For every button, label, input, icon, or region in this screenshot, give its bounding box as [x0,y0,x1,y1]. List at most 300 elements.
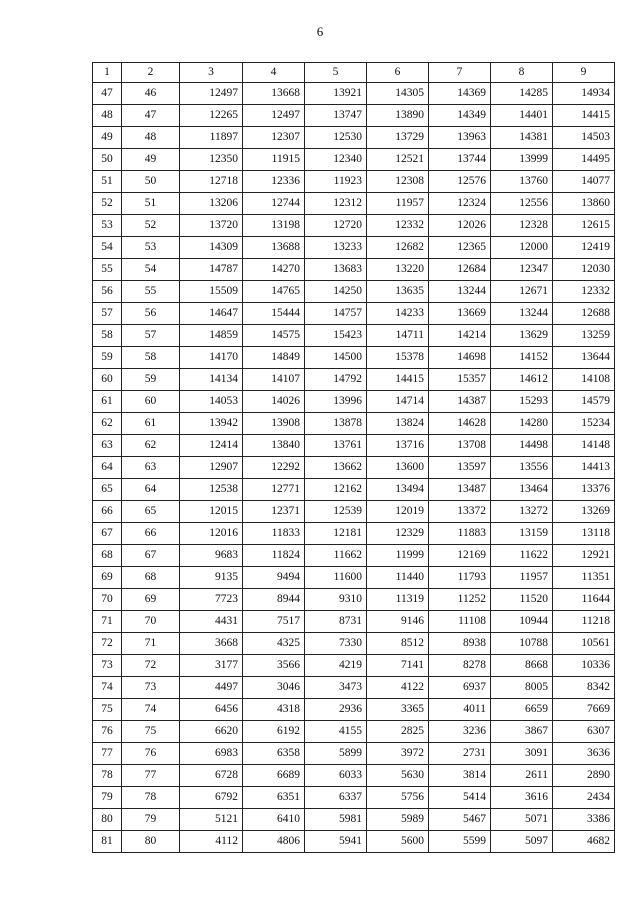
table-cell: 6689 [243,765,305,787]
table-cell: 12371 [243,501,305,523]
table-cell: 7141 [367,655,429,677]
table-cell: 13942 [180,413,243,435]
table-cell: 13878 [305,413,367,435]
table-cell: 13747 [305,105,367,127]
table-cell: 11915 [243,149,305,171]
table-cell: 13921 [305,83,367,105]
table-cell: 13963 [429,127,491,149]
table-cell: 77 [93,743,122,765]
table-cell: 14053 [180,391,243,413]
column-header: 6 [367,63,429,83]
table-cell: 7723 [180,589,243,611]
table-cell: 12718 [180,171,243,193]
table-cell: 4112 [180,831,243,853]
table-cell: 11644 [553,589,615,611]
table-cell: 6410 [243,809,305,831]
table-cell: 64 [93,457,122,479]
table-cell: 13206 [180,193,243,215]
table-cell: 12016 [180,523,243,545]
table-cell: 6192 [243,721,305,743]
table-body [93,83,615,853]
table-cell: 70 [122,611,180,633]
table-cell: 12530 [305,127,367,149]
table-cell: 72 [93,633,122,655]
table-cell: 11252 [429,589,491,611]
table-cell: 14152 [491,347,553,369]
table-cell: 11319 [367,589,429,611]
table-cell: 75 [122,721,180,743]
table-row [93,699,615,721]
table-cell: 13999 [491,149,553,171]
table-cell: 13597 [429,457,491,479]
table-cell: 6307 [553,721,615,743]
table-cell: 8005 [491,677,553,699]
table-cell: 6728 [180,765,243,787]
table-cell: 68 [93,545,122,567]
table-cell: 14859 [180,325,243,347]
table-cell: 5600 [367,831,429,853]
table-cell: 14369 [429,83,491,105]
table-cell: 13259 [553,325,615,347]
table-cell: 14107 [243,369,305,391]
table-cell: 14765 [243,281,305,303]
table-cell: 12414 [180,435,243,457]
table-cell: 8944 [243,589,305,611]
table-cell: 71 [93,611,122,633]
table-cell: 12771 [243,479,305,501]
table-cell: 11662 [305,545,367,567]
table-row [93,523,615,545]
table-cell: 3616 [491,787,553,809]
table-cell: 6937 [429,677,491,699]
table-cell: 56 [122,303,180,325]
table-cell: 46 [122,83,180,105]
column-header: 3 [180,63,243,83]
table-cell: 14381 [491,127,553,149]
table-cell: 3636 [553,743,615,765]
table-cell: 11440 [367,567,429,589]
table-row [93,369,615,391]
table-cell: 51 [122,193,180,215]
table-cell: 14575 [243,325,305,347]
table-cell: 12265 [180,105,243,127]
column-header: 4 [243,63,305,83]
table-cell: 14250 [305,281,367,303]
table-cell: 9494 [243,567,305,589]
table-cell: 13244 [491,303,553,325]
table-cell: 5097 [491,831,553,853]
table-cell: 76 [122,743,180,765]
table-row [93,435,615,457]
table-cell: 12556 [491,193,553,215]
table-cell: 13376 [553,479,615,501]
table-cell: 58 [93,325,122,347]
table-cell: 15378 [367,347,429,369]
table-cell: 67 [93,523,122,545]
table-row [93,589,615,611]
table-row [93,545,615,567]
table-cell: 15509 [180,281,243,303]
table-cell: 14214 [429,325,491,347]
table-row [93,171,615,193]
table-cell: 3473 [305,677,367,699]
page-number: 6 [316,24,324,39]
table-cell: 80 [122,831,180,853]
table-cell: 11957 [367,193,429,215]
table-cell: 4219 [305,655,367,677]
table-cell: 12497 [180,83,243,105]
table-cell: 2890 [553,765,615,787]
table-cell: 14148 [553,435,615,457]
table-cell: 5414 [429,787,491,809]
table-cell: 14233 [367,303,429,325]
table-cell: 10788 [491,633,553,655]
table-cell: 12336 [243,171,305,193]
table-cell: 12907 [180,457,243,479]
table-cell: 13556 [491,457,553,479]
table-cell: 73 [93,655,122,677]
table-cell: 5630 [367,765,429,787]
table-cell: 14280 [491,413,553,435]
table-cell: 14349 [429,105,491,127]
table-cell: 14500 [305,347,367,369]
table-cell: 74 [93,677,122,699]
table-cell: 13244 [429,281,491,303]
table-cell: 11883 [429,523,491,545]
table-cell: 65 [93,479,122,501]
table-cell: 6659 [491,699,553,721]
table-cell: 15293 [491,391,553,413]
table-cell: 3867 [491,721,553,743]
table-cell: 12308 [367,171,429,193]
table-cell: 12615 [553,215,615,237]
table-cell: 12744 [243,193,305,215]
table-row [93,83,615,105]
table-cell: 13198 [243,215,305,237]
table-cell: 8938 [429,633,491,655]
table-cell: 14711 [367,325,429,347]
table-cell: 11600 [305,567,367,589]
table-cell: 5981 [305,809,367,831]
table-cell: 57 [93,303,122,325]
table-cell: 52 [93,193,122,215]
table-row [93,391,615,413]
table-cell: 13996 [305,391,367,413]
table-cell: 56 [93,281,122,303]
table-cell: 8731 [305,611,367,633]
table-cell: 81 [93,831,122,853]
table-cell: 13600 [367,457,429,479]
table-cell: 12347 [491,259,553,281]
table-cell: 15444 [243,303,305,325]
table-cell: 71 [122,633,180,655]
table-cell: 13159 [491,523,553,545]
table-cell: 4155 [305,721,367,743]
table-cell: 14698 [429,347,491,369]
table-cell: 13272 [491,501,553,523]
table-cell: 12340 [305,149,367,171]
table-cell: 12576 [429,171,491,193]
table-cell: 3365 [367,699,429,721]
table-cell: 14503 [553,127,615,149]
table-cell: 5467 [429,809,491,831]
table-cell: 54 [93,237,122,259]
column-header: 2 [122,63,180,83]
table-row [93,215,615,237]
table-cell: 14026 [243,391,305,413]
table-cell: 3814 [429,765,491,787]
table-cell: 69 [122,589,180,611]
column-header: 8 [491,63,553,83]
table-cell: 6351 [243,787,305,809]
table-cell: 14495 [553,149,615,171]
table-cell: 57 [122,325,180,347]
table-cell: 10336 [553,655,615,677]
table-cell: 14134 [180,369,243,391]
table-cell: 8668 [491,655,553,677]
table-cell: 14934 [553,83,615,105]
table-cell: 5989 [367,809,429,831]
table-cell: 13744 [429,149,491,171]
table-cell: 76 [93,721,122,743]
table-row [93,325,615,347]
table-cell: 80 [93,809,122,831]
table-cell: 2936 [305,699,367,721]
table-cell: 6358 [243,743,305,765]
table-cell: 4497 [180,677,243,699]
table-cell: 4682 [553,831,615,853]
table-row [93,127,615,149]
table-cell: 12332 [367,215,429,237]
table-cell: 50 [93,149,122,171]
table-row [93,831,615,853]
table-cell: 14415 [367,369,429,391]
table-cell: 3091 [491,743,553,765]
table-row [93,655,615,677]
table-cell: 13372 [429,501,491,523]
table-row [93,677,615,699]
table-cell: 9146 [367,611,429,633]
table-cell: 12332 [553,281,615,303]
table-row [93,457,615,479]
table-cell: 13629 [491,325,553,347]
table-cell: 14792 [305,369,367,391]
table-cell: 4011 [429,699,491,721]
table-cell: 13220 [367,259,429,281]
table-cell: 12000 [491,237,553,259]
table-cell: 10944 [491,611,553,633]
table-cell: 12329 [367,523,429,545]
table-cell: 14415 [553,105,615,127]
table-cell: 13635 [367,281,429,303]
table-cell: 75 [93,699,122,721]
table-row [93,501,615,523]
table-cell: 14305 [367,83,429,105]
table-cell: 14647 [180,303,243,325]
table-cell: 14401 [491,105,553,127]
table-cell: 3177 [180,655,243,677]
table-cell: 8512 [367,633,429,655]
table-cell: 11824 [243,545,305,567]
table-cell: 69 [93,567,122,589]
table-cell: 6033 [305,765,367,787]
table-cell: 15423 [305,325,367,347]
table-cell: 3566 [243,655,305,677]
table-cell: 13269 [553,501,615,523]
table-cell: 13662 [305,457,367,479]
table-cell: 12539 [305,501,367,523]
table-cell: 12350 [180,149,243,171]
table-cell: 74 [122,699,180,721]
table-cell: 2434 [553,787,615,809]
table-cell: 13761 [305,435,367,457]
table-cell: 9683 [180,545,243,567]
table-cell: 12015 [180,501,243,523]
table-cell: 55 [93,259,122,281]
table-cell: 14413 [553,457,615,479]
table-cell: 11957 [491,567,553,589]
table-cell: 13118 [553,523,615,545]
table-cell: 12921 [553,545,615,567]
table-cell: 14757 [305,303,367,325]
table-cell: 5121 [180,809,243,831]
table-cell: 11520 [491,589,553,611]
table-row [93,413,615,435]
table-header-row [93,63,615,83]
table-cell: 14285 [491,83,553,105]
table-cell: 4806 [243,831,305,853]
table-cell: 13487 [429,479,491,501]
table-cell: 13668 [243,83,305,105]
table-cell: 13824 [367,413,429,435]
table-cell: 5756 [367,787,429,809]
table-cell: 67 [122,545,180,567]
table-cell: 58 [122,347,180,369]
table-cell: 70 [93,589,122,611]
table-cell: 60 [93,369,122,391]
table-row [93,633,615,655]
table-cell: 15234 [553,413,615,435]
table-cell: 11833 [243,523,305,545]
table-cell: 14108 [553,369,615,391]
table-row [93,765,615,787]
data-table [92,62,615,853]
table-cell: 14498 [491,435,553,457]
table-cell: 51 [93,171,122,193]
table-cell: 14628 [429,413,491,435]
table-cell: 14309 [180,237,243,259]
table-cell: 8342 [553,677,615,699]
table-cell: 14077 [553,171,615,193]
table-cell: 12419 [553,237,615,259]
table-cell: 7330 [305,633,367,655]
table-cell: 14387 [429,391,491,413]
table-cell: 79 [122,809,180,831]
table-row [93,567,615,589]
column-header: 1 [93,63,122,83]
table-cell: 53 [122,237,180,259]
table-cell: 77 [122,765,180,787]
table-row [93,281,615,303]
table-cell: 5071 [491,809,553,831]
table-cell: 12312 [305,193,367,215]
table-row [93,259,615,281]
table-cell: 13716 [367,435,429,457]
table-cell: 59 [93,347,122,369]
table-cell: 11218 [553,611,615,633]
table-cell: 3972 [367,743,429,765]
table-cell: 14714 [367,391,429,413]
table-cell: 72 [122,655,180,677]
table-row [93,809,615,831]
table-cell: 6456 [180,699,243,721]
table-cell: 62 [93,413,122,435]
table-cell: 12026 [429,215,491,237]
table-cell: 10561 [553,633,615,655]
table-cell: 13720 [180,215,243,237]
table-cell: 12328 [491,215,553,237]
table-cell: 13233 [305,237,367,259]
table-row [93,743,615,765]
table-cell: 79 [93,787,122,809]
table-cell: 59 [122,369,180,391]
table-cell: 64 [122,479,180,501]
table-row [93,787,615,809]
table-cell: 2731 [429,743,491,765]
table-cell: 6792 [180,787,243,809]
table-cell: 6337 [305,787,367,809]
table-row [93,193,615,215]
table-cell: 12688 [553,303,615,325]
table-cell: 13644 [553,347,615,369]
table-cell: 65 [122,501,180,523]
table-cell: 48 [122,127,180,149]
table-cell: 66 [93,501,122,523]
table-cell: 4325 [243,633,305,655]
table-cell: 12365 [429,237,491,259]
table-cell: 9135 [180,567,243,589]
table-cell: 12162 [305,479,367,501]
table-row [93,611,615,633]
table-row [93,149,615,171]
table-cell: 11351 [553,567,615,589]
table-cell: 48 [93,105,122,127]
table-cell: 13688 [243,237,305,259]
table-row [93,237,615,259]
table-cell: 13908 [243,413,305,435]
table-cell: 13494 [367,479,429,501]
table-cell: 61 [93,391,122,413]
table-cell: 13729 [367,127,429,149]
table-cell: 68 [122,567,180,589]
table-cell: 12307 [243,127,305,149]
table-cell: 14170 [180,347,243,369]
table-cell: 5899 [305,743,367,765]
column-header: 9 [553,63,615,83]
table-cell: 13760 [491,171,553,193]
table-cell: 3668 [180,633,243,655]
table-cell: 66 [122,523,180,545]
column-header: 5 [305,63,367,83]
table-cell: 13708 [429,435,491,457]
table-cell: 13464 [491,479,553,501]
table-cell: 13840 [243,435,305,457]
table-cell: 63 [122,457,180,479]
table-cell: 12684 [429,259,491,281]
table-cell: 47 [122,105,180,127]
table-cell: 60 [122,391,180,413]
table-cell: 13669 [429,303,491,325]
